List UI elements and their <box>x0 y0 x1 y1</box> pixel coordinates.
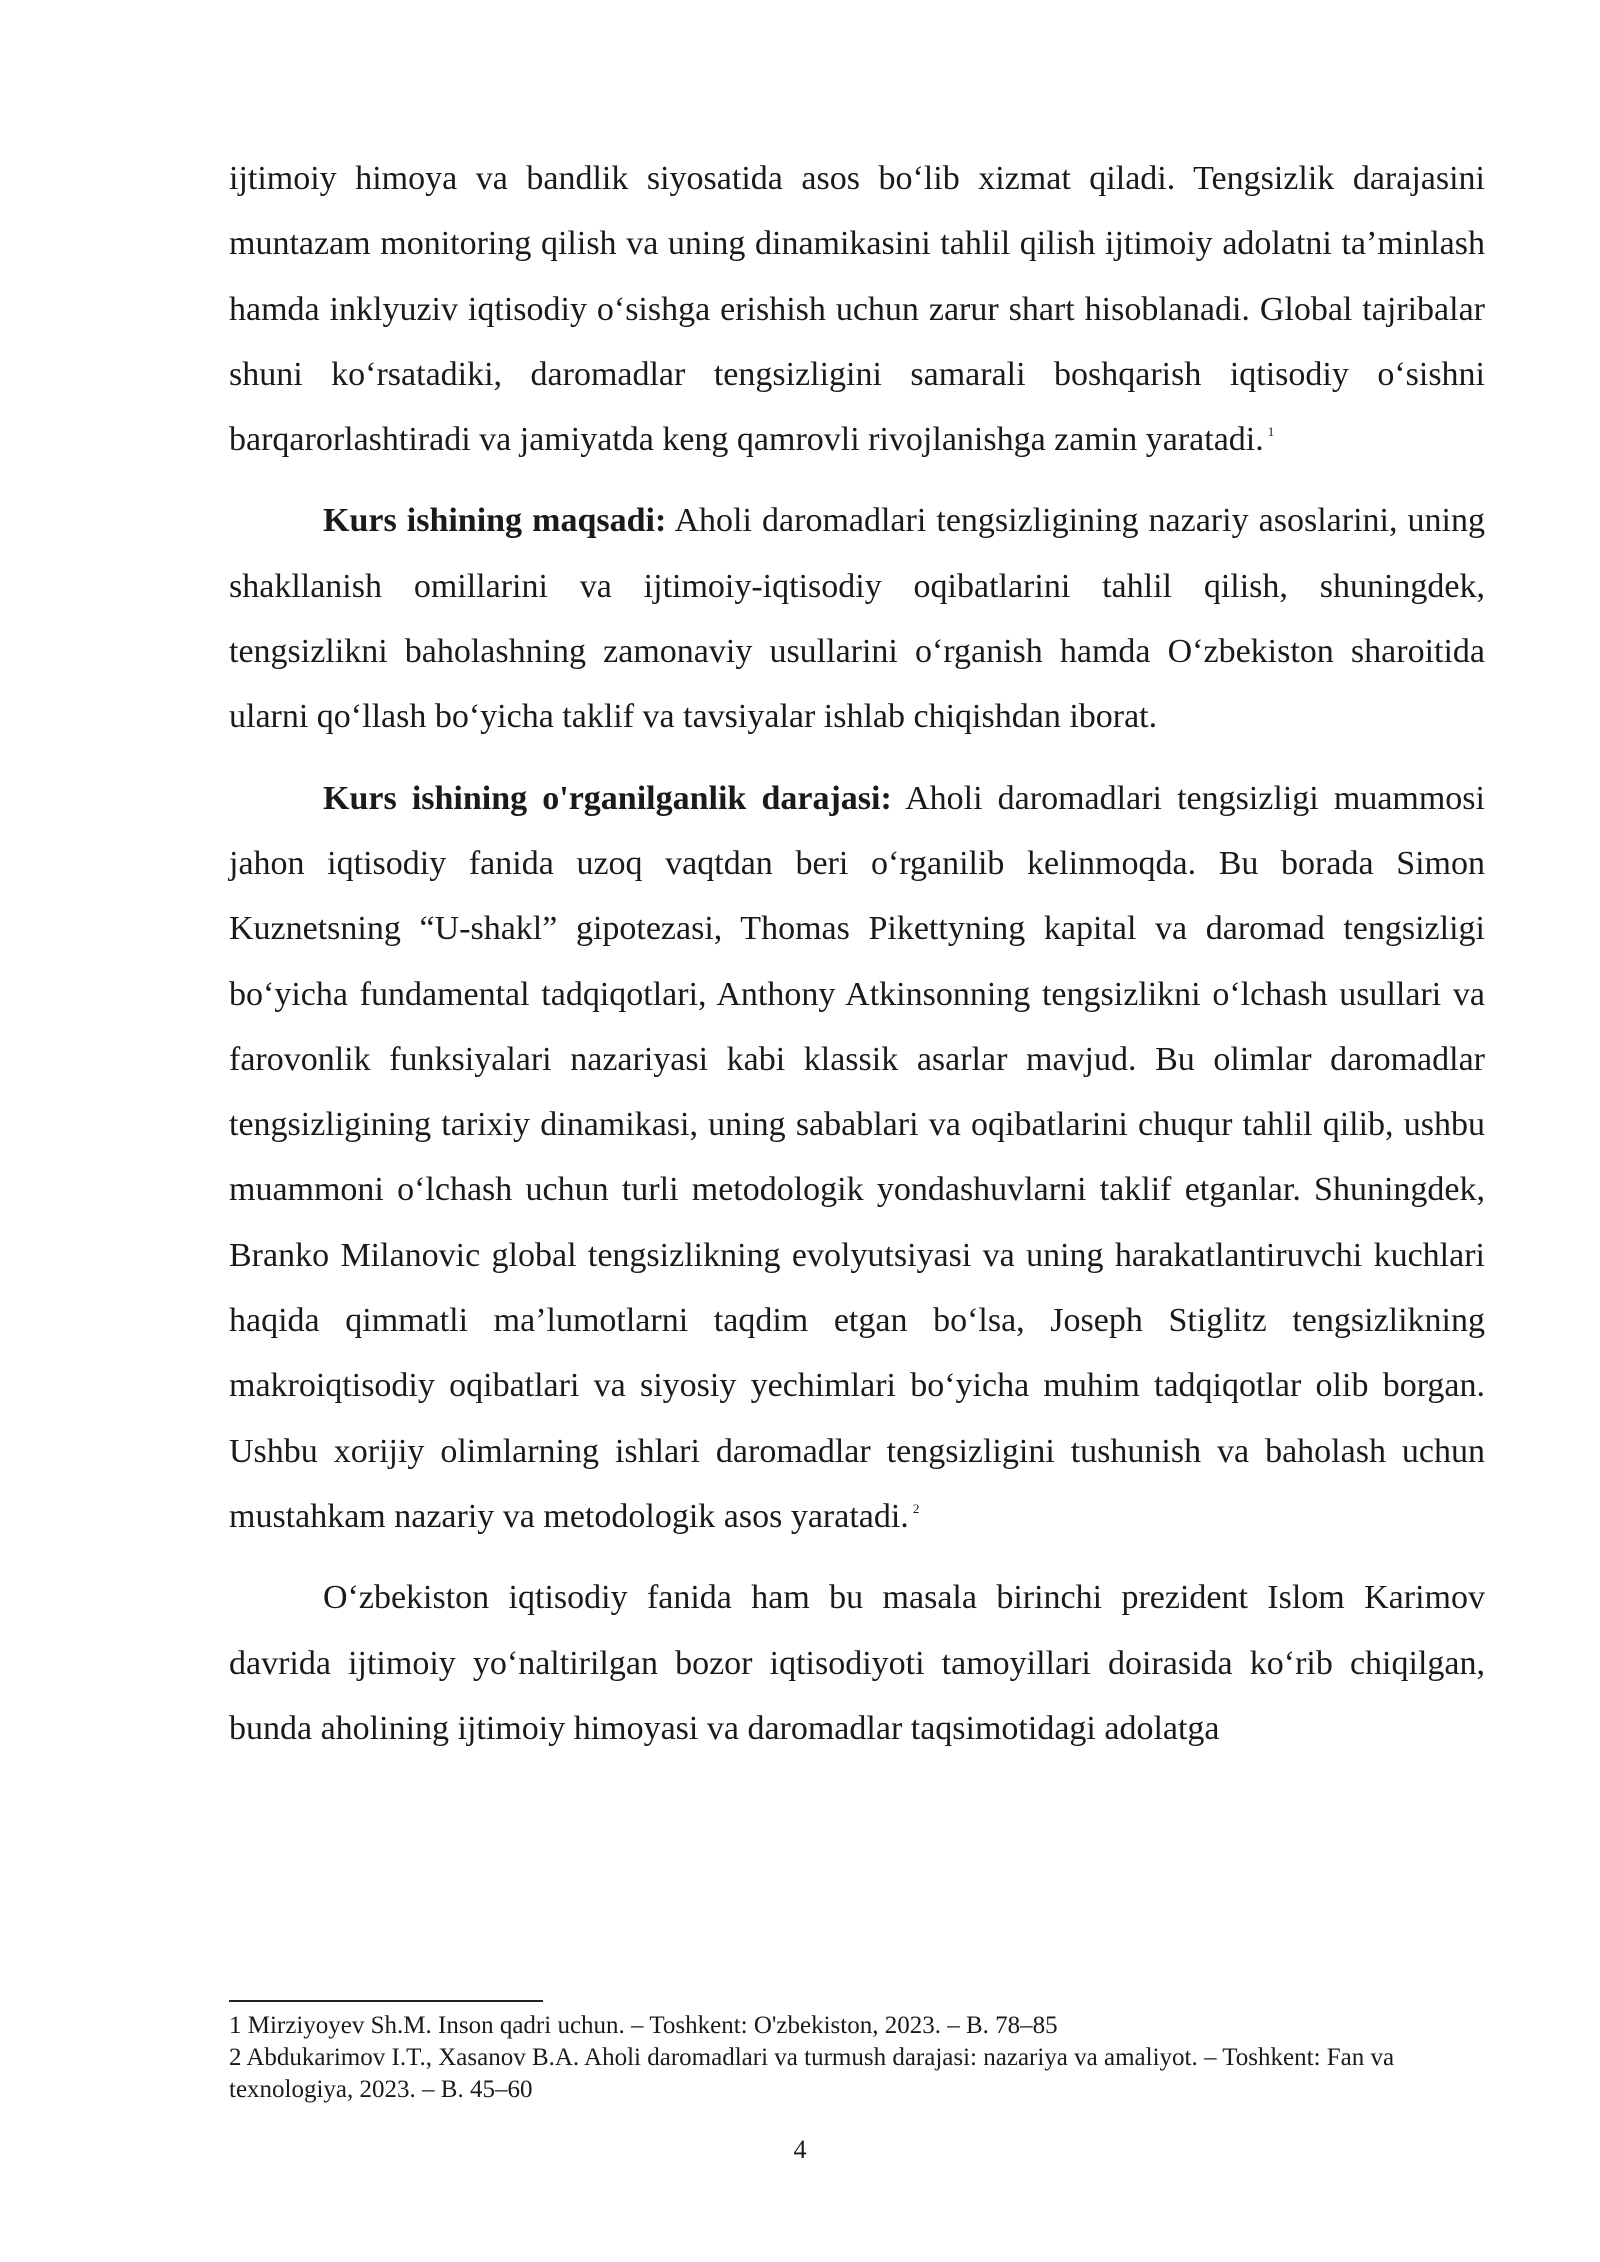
paragraph-goal <box>229 488 1485 749</box>
paragraph-uzbekistan <box>229 1565 1485 1761</box>
footnote-separator <box>229 2000 543 2002</box>
paragraph-goal-heading: Kurs ishining maqsadi: <box>323 502 667 540</box>
footnotes <box>229 2010 1485 2106</box>
paragraph-uzbekistan-text: O‘zbekiston iqtisodiy fanida ham bu masala birinchi prezident Islom Karimov davrida ijtimoiy yo‘naltirilgan bozor iqtisodiyoti tamoyillari doirasida ko‘rib chiqilgan, bunda aholining ijtimoiy himoyasi va daromadlar taqsimotidagi adolatga <box>229 1579 1485 1747</box>
paragraph-study-level-text: Aholi daromadlari tengsizligi muammosi jahon iqtisodiy fanida uzoq vaqtdan beri o‘rganilib kelinmoqda. Bu borada Simon Kuznetsning “U-shakl” gipotezasi, Thomas Pikettyning kapital va daromad tengsizligi bo‘yicha fundamental tadqiqotlari, Anthony Atkinsonning tengsizlikni o‘lchash usullari va farovonlik funksiyalari nazariyasi kabi klassik asarlar mavjud. Bu olimlar daromadlar tengsizligining tarixiy dinamikasi, uning sabablari va oqibatlarini chuqur tahlil qilib, ushbu muammoni o‘lchash uchun turli metodologik yondashuvlarni taklif etganlar. Shuningdek, Branko Milanovic global tengsizlikning evolyutsiyasi va uning harakatlantiruvchi kuchlari haqida qimmatli ma’lumotlarni taqdim etgan bo‘lsa, Joseph Stiglitz tengsizlikning makroiqtisodiy oqibatlari va siyosiy yechimlari bo‘yicha muhim tadqiqotlar olib borgan. Ushbu xorijiy olimlarning ishlari daromadlar tengsizligini tushunish va baholash uchun mustahkam nazariy va metodologik asos yaratadi. <box>229 779 1485 1535</box>
footnote-ref-2[interactable]: 2 <box>912 1500 920 1516</box>
body-text <box>229 146 1485 1777</box>
paragraph-goal-text: Aholi daromadlari tengsizligining nazariy asoslarini, uning shakllanish omillarini va ijtimoiy-iqtisodiy oqibatlarini tahlil qilish, shuningdek, tengsizlikni baholashning zamonaviy usullarini o‘rganish hamda O‘zbekiston sharoitida ularni qo‘llash bo‘yicha taklif va tavsiyalar ishlab chiqishdan iborat. <box>229 502 1485 736</box>
paragraph-study-level-heading: Kurs ishining o'rganilganlik darajasi: <box>323 779 892 817</box>
footnote-ref-1[interactable]: 1 <box>1267 424 1275 440</box>
paragraph-study-level <box>229 766 1485 1550</box>
footnote-2: 2 Abdukarimov I.T., Xasanov B.A. Aholi daromadlari va turmush darajasi: nazariya va amaliyot. – Toshkent: Fan va texnologiya, 2023. – B. 45–60 <box>229 2044 1395 2103</box>
paragraph-1-text: ijtimoiy himoya va bandlik siyosatida asos bo‘lib xizmat qiladi. Tengsizlik darajasini muntazam monitoring qilish va uning dinamikasini tahlil qilish ijtimoiy adolatni ta’minlash hamda inklyuziv iqtisodiy o‘sishga erishish uchun zarur shart hisoblanadi. Global tajribalar shuni ko‘rsatadiki, daromadlar tengsizligini samarali boshqarish iqtisodiy o‘sishni barqarorlashtiradi va jamiyatda keng qamrovli rivojlanishga zamin yaratadi. <box>229 160 1485 459</box>
footnote-1: 1 Mirziyoyev Sh.M. Inson qadri uchun. – Toshkent: O'zbekiston, 2023. – B. 78–85 <box>229 2012 1058 2039</box>
page-number: 4 <box>793 2135 807 2164</box>
paragraph-1 <box>229 146 1485 472</box>
